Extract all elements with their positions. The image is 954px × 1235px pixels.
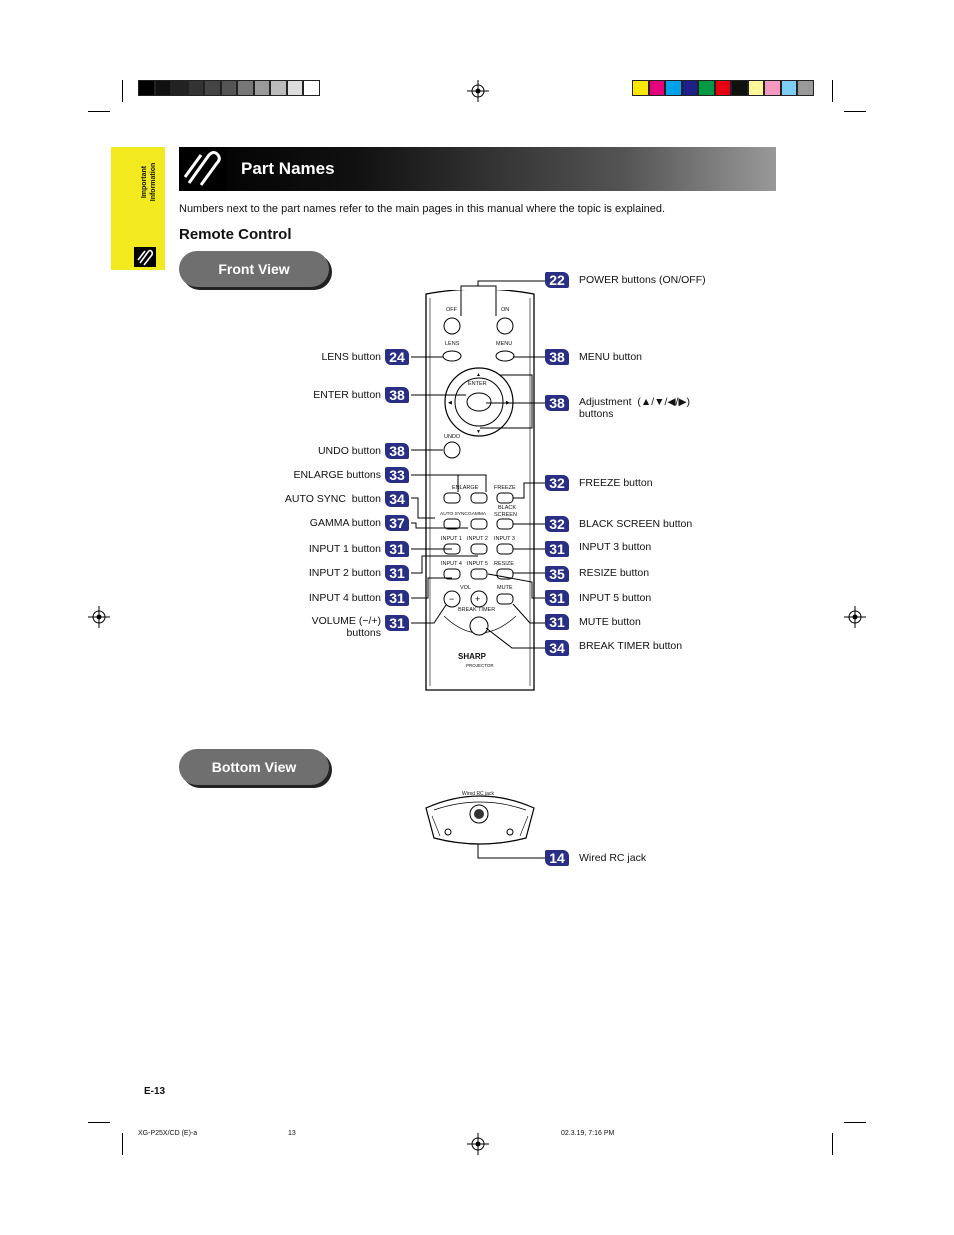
remote-label-vol: VOL (460, 585, 472, 591)
remote-brand-subtitle: PROJECTOR (466, 663, 494, 668)
remote-label-gamma: GAMMA (468, 512, 487, 517)
page-title: Part Names (241, 159, 335, 178)
svg-text:−: − (449, 594, 455, 604)
callout-adjustment-label: Adjustment (▲/▼/◀/▶) (579, 396, 691, 408)
remote-label-input3: INPUT 3 (494, 536, 515, 542)
callout-gamma-label: GAMMA button (309, 517, 381, 529)
callout-lens-label: LENS button (321, 351, 381, 363)
bottom-view-heading: Bottom View (179, 749, 329, 785)
callout-input3-page: 31 (545, 541, 569, 557)
bottom-jack-label: Wired RC jack (462, 791, 494, 797)
callout-input2-page: 31 (385, 565, 409, 581)
svg-text:+: + (475, 594, 481, 604)
remote-label-enlarge: ENLARGE (452, 485, 479, 491)
callout-mute-label: MUTE button (579, 616, 641, 628)
remote-label-input4: INPUT 4 (441, 561, 462, 567)
callout-black-screen-page: 32 (545, 516, 569, 532)
callout-freeze-page: 32 (545, 475, 569, 491)
callout-lens-page: 24 (385, 349, 409, 365)
callout-black-screen-label: BLACK SCREEN button (579, 518, 693, 530)
callout-gamma-page: 37 (385, 515, 409, 531)
remote-label-off: OFF (446, 307, 457, 313)
callout-menu-page: 38 (545, 349, 569, 365)
callout-input4-page: 31 (385, 590, 409, 606)
callout-volume-page: 31 (385, 615, 409, 631)
remote-label-enter: ENTER (468, 381, 487, 387)
callout-undo-label: UNDO button (317, 445, 381, 457)
callout-enlarge-page: 33 (385, 467, 409, 483)
remote-label-on: ON (501, 307, 510, 313)
callout-volume-label: VOLUME (−/+) (311, 615, 381, 627)
callout-adjustment-page: 38 (545, 395, 569, 411)
callout-enter-label: ENTER button (313, 389, 381, 401)
remote-label-mute: MUTE (497, 585, 513, 591)
svg-text:▶: ▶ (506, 400, 510, 406)
footer-sheet: 13 (288, 1130, 296, 1137)
callout-input2-label: INPUT 2 button (308, 567, 381, 579)
callout-input5-label: INPUT 5 button (579, 592, 652, 604)
callout-enter-page: 38 (385, 387, 409, 403)
remote-label-break-timer: BREAK TIMER (458, 607, 496, 613)
svg-text:◀: ◀ (448, 400, 452, 406)
callout-resize-page: 35 (545, 566, 569, 582)
callout-enlarge-label: ENLARGE buttons (293, 469, 381, 481)
remote-label-undo: UNDO (444, 434, 461, 440)
callout-wired-rc-label: Wired RC jack (579, 852, 647, 864)
callout-power-label: POWER buttons (ON/OFF) (579, 274, 706, 286)
callout-mute-page: 31 (545, 614, 569, 630)
remote-label-resize: RESIZE (494, 561, 514, 567)
callout-volume-label2: buttons (346, 627, 381, 639)
callout-menu-label: MENU button (579, 351, 643, 363)
remote-brand-logo: SHARP (458, 652, 487, 661)
remote-label-black: BLACK (498, 505, 517, 511)
section-title: Remote Control (179, 226, 292, 243)
callout-wired-rc-page: 14 (545, 850, 569, 866)
callout-auto-sync-label: AUTO SYNC button (284, 493, 381, 505)
svg-text:▲: ▲ (476, 372, 481, 378)
remote-label-auto-sync: AUTO SYNC (440, 512, 468, 517)
side-tab-label-line1: Important (141, 165, 148, 199)
callout-input1-page: 31 (385, 541, 409, 557)
remote-label-lens: LENS (445, 341, 460, 347)
callout-input3-label: INPUT 3 button (579, 541, 652, 553)
remote-label-menu: MENU (496, 341, 513, 347)
callout-break-timer-page: 34 (545, 640, 569, 656)
callout-undo-page: 38 (385, 443, 409, 459)
footer-timestamp: 02.3.19, 7:16 PM (561, 1130, 615, 1137)
callout-input1-label: INPUT 1 button (308, 543, 381, 555)
callout-freeze-label: FREEZE button (579, 477, 653, 489)
svg-text:▼: ▼ (476, 429, 481, 435)
callout-input5-page: 31 (545, 590, 569, 606)
callout-resize-label: RESIZE button (579, 567, 650, 579)
callout-input4-label: INPUT 4 button (308, 592, 381, 604)
page-number: E-13 (144, 1086, 166, 1097)
callout-break-timer-label: BREAK TIMER button (579, 640, 683, 652)
remote-label-input1: INPUT 1 (441, 536, 462, 542)
remote-control-bottom (420, 788, 540, 854)
remote-label-input5: INPUT 5 (467, 561, 488, 567)
callout-auto-sync-page: 34 (385, 491, 409, 507)
remote-label-screen: SCREEN (494, 512, 517, 518)
intro-text: Numbers next to the part names refer to the main pages in this manual where the topic is explained. (179, 203, 666, 215)
footer-file: XG-P25X/CD (E)-a (138, 1130, 198, 1137)
callout-adjustment-label2: buttons (579, 408, 614, 420)
callout-power-page: 22 (545, 272, 569, 288)
remote-label-input2: INPUT 2 (467, 536, 488, 542)
remote-label-freeze: FREEZE (494, 485, 516, 491)
front-view-heading: Front View (179, 251, 329, 287)
side-tab-label-line2: Information (150, 162, 157, 202)
